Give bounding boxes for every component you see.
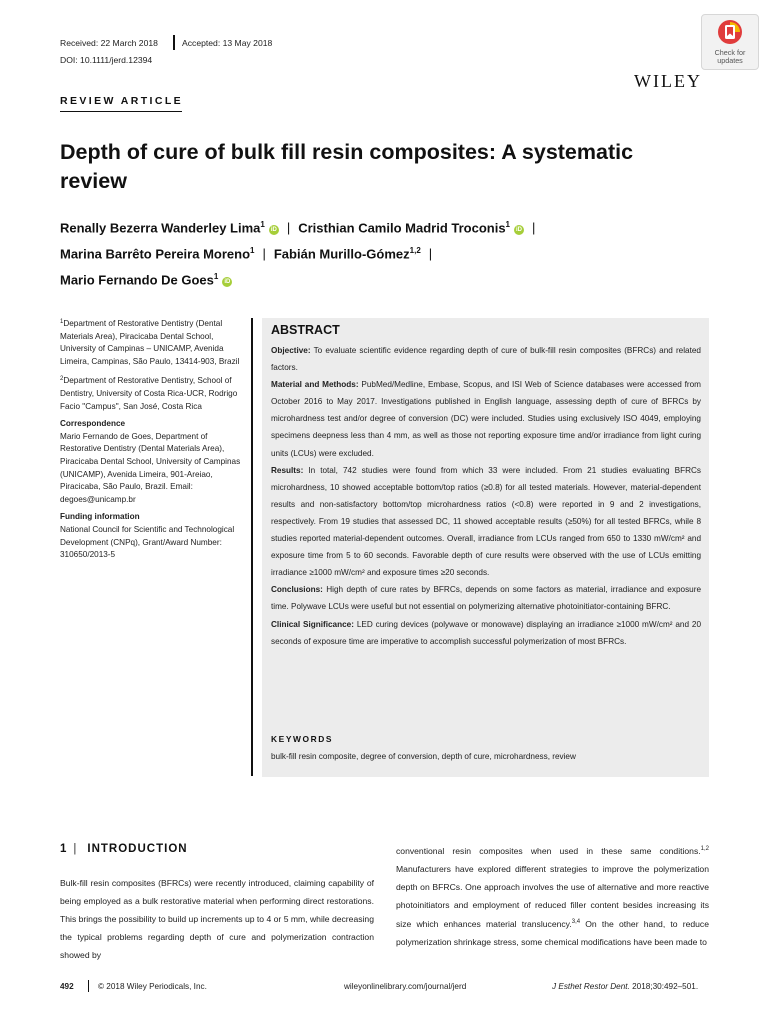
funding-text: National Council for Scientific and Technological Development (CNPq), Grant/Award Number: 310650/2013-5 [60, 524, 235, 560]
citation-ref[interactable]: 3,4 [571, 919, 581, 926]
abstract-conclusions: Conclusions: High depth of cure rates by BFRCs, depends on some factors as material, irradiance and exposure time. Polywave LCUs were useful but not essential on polymerizing alternative photoinitiator-containing BFRC. [271, 585, 701, 612]
header-divider [173, 35, 175, 50]
sidebar-divider [251, 318, 253, 776]
keywords: bulk-fill resin composite, degree of conversion, depth of cure, microhardness, review [271, 752, 576, 761]
abstract-heading: ABSTRACT [271, 323, 340, 337]
article-type-rule [60, 111, 182, 112]
affiliation: $^1$Department of Restorative Dentistry (Dental Materials Area), Piracicaba Dental School, University of Campinas – UNICAMP, Avenida Limeira, Campinas, São Paulo, 13414-903, Brazil [60, 319, 240, 366]
affiliation: $^2$Department of Restorative Dentistry, School of Dentistry, University of Costa Rica-UCR, Rodrigo Facio "Campus", San José, Costa Rica [60, 376, 238, 411]
author-separator: | [532, 220, 536, 236]
author-separator: | [286, 220, 291, 236]
citation-ref[interactable]: 1,2 [700, 846, 709, 852]
author-name[interactable]: Mario Fernando De Goes [60, 272, 214, 288]
accepted-date: Accepted: 13 May 2018 [182, 38, 273, 48]
author-name[interactable]: Marina Barrêto Pereira Moreno [60, 246, 251, 262]
abstract-box [262, 318, 709, 777]
publisher-logo: WILEY [634, 71, 702, 91]
copyright: © 2018 Wiley Periodicals, Inc. [98, 982, 207, 991]
section-title: INTRODUCTION [87, 843, 188, 855]
article-title: Depth of cure of bulk fill resin composites: A systematic review [60, 140, 634, 193]
author-separator: | [428, 246, 433, 262]
correspondence [60, 418, 242, 506]
funding-heading: Funding information [60, 512, 140, 522]
funding [60, 511, 242, 561]
abstract-results: Results: In total, 742 studies were found from which 33 were included. From 21 studies evaluating BFRCs microhardness, 10 showed acceptable bottom/top ratios (≥0.8) for all tested materials. However, material-dependent results and non-satisfactory bottom/top microhardness ratios (<0.8) were reported in 9 and 2 investigations, respectively. From 19 studies that assessed DC, 11 showed acceptable results (≥50%) for all tested BFRCs, while 8 studies reported material-dependent outcomes. Overall, irradiance from LCUs ranged from 650 to 1330 mW/cm² and exposure time from 5 to 60 seconds. Favorable depth of cure results were observed with the use of LCUs emitting irradiance ≥1000 mW/cm² and exposure times ≥20 seconds. [271, 465, 701, 578]
body-text-right: conventional resin composites when used in these same conditions.$^{1,2}$ Manufacturers have explored different strategies to improve the polymerization depth on BFRCs. One approach involves the use of alternative and more reactive photoinitiators and employment of reduced filler content besides increasing its size which enhances material translucency.$^{3,4}$ On the other hand, to reduce polymerization shrinkage stress, some chemical modifications have been made to [396, 845, 709, 948]
journal-citation: J Esthet Restor Dent. 2018;30:492–501. [552, 982, 699, 991]
abstract-methods: Material and Methods: PubMed/Medline, Embase, Scopus, and ISI Web of Science databases were accessed from October 2016 to May 2017. Investigations published in English language, assessing depth of cure of BFRCs by microhardness test and/or degree of conversion (DC) were included. Studies using exclusively ISO 4049, employing specimens deepness less than 4 mm, as well as those not reporting exposure time and/or irradiance from light curing units (LCUs) were excluded. [271, 380, 701, 458]
article-type: REVIEW ARTICLE [60, 95, 184, 107]
author-separator: | [262, 246, 266, 262]
abstract-body [271, 323, 701, 650]
section-heading [60, 843, 188, 855]
body-text-left: Bulk-fill resin composites (BFRCs) were recently introduced, claiming capability of being employed as a bulk restorative material when performing direct restorations. This brings the possibility to build up increments up to 4 or 5 mm, while decreasing the typical problems regarding depth of cure and polymerization contraction showed by [60, 878, 374, 960]
section-number: 1 [60, 843, 68, 855]
correspondence-text: Mario Fernando de Goes, Department of Restorative Dentistry (Dental Materials Area), Piracicaba Dental School, University of Campinas (UNICAMP), Avenida Limeira, 901-Areiao, Piracicaba, São Paulo, Brazil. Email: degoes@unicamp.br [60, 431, 241, 504]
orcid-icon[interactable]: iD [516, 227, 522, 234]
correspondence-heading: Correspondence [60, 419, 126, 429]
crossmark-icon [717, 19, 743, 47]
orcid-icon[interactable]: iD [270, 227, 277, 234]
author-affiliation: 1 [260, 220, 265, 229]
author-affiliation: 1 [213, 272, 219, 281]
keywords-heading: KEYWORDS [271, 734, 334, 744]
author-affiliation: 1,2 [409, 246, 421, 255]
author-name[interactable]: Fabián Murillo-Gómez [273, 246, 410, 262]
check-for-updates-button[interactable] [701, 14, 759, 70]
footer-divider [88, 980, 89, 992]
author-line-3 [60, 272, 232, 287]
journal-url[interactable]: wileyonlinelibrary.com/journal/jerd [344, 982, 467, 991]
doi: DOI: 10.1111/jerd.12394 [60, 55, 153, 65]
author-line-1 [60, 220, 543, 235]
abstract-clinical-significance: Clinical Significance: LED curing devices (polywave or monowave) displaying an irradiance ≥1000 mW/cm² and 20 seconds of exposure time are imperative to accomplish successful polymerization of most BFRCs. [271, 619, 701, 646]
author-affiliation: 1 [505, 220, 510, 229]
author-name[interactable]: Renally Bezerra Wanderley Lima [60, 220, 261, 236]
page-number: 492 [60, 982, 74, 991]
section-divider: | [73, 843, 78, 855]
abstract-objective: Objective: To evaluate scientific evidence regarding depth of cure of bulk-fill resin composites (BFRCs) and related factors. [271, 346, 701, 373]
author-name[interactable]: Cristhian Camilo Madrid Troconis [298, 220, 506, 236]
author-affiliation: 1 [250, 246, 255, 255]
orcid-icon[interactable]: iD [224, 279, 231, 286]
check-for-updates-label: Check for updates [714, 48, 746, 65]
author-line-2 [60, 246, 440, 261]
affiliation-sidebar [60, 316, 242, 567]
received-date: Received: 22 March 2018 [60, 38, 158, 48]
